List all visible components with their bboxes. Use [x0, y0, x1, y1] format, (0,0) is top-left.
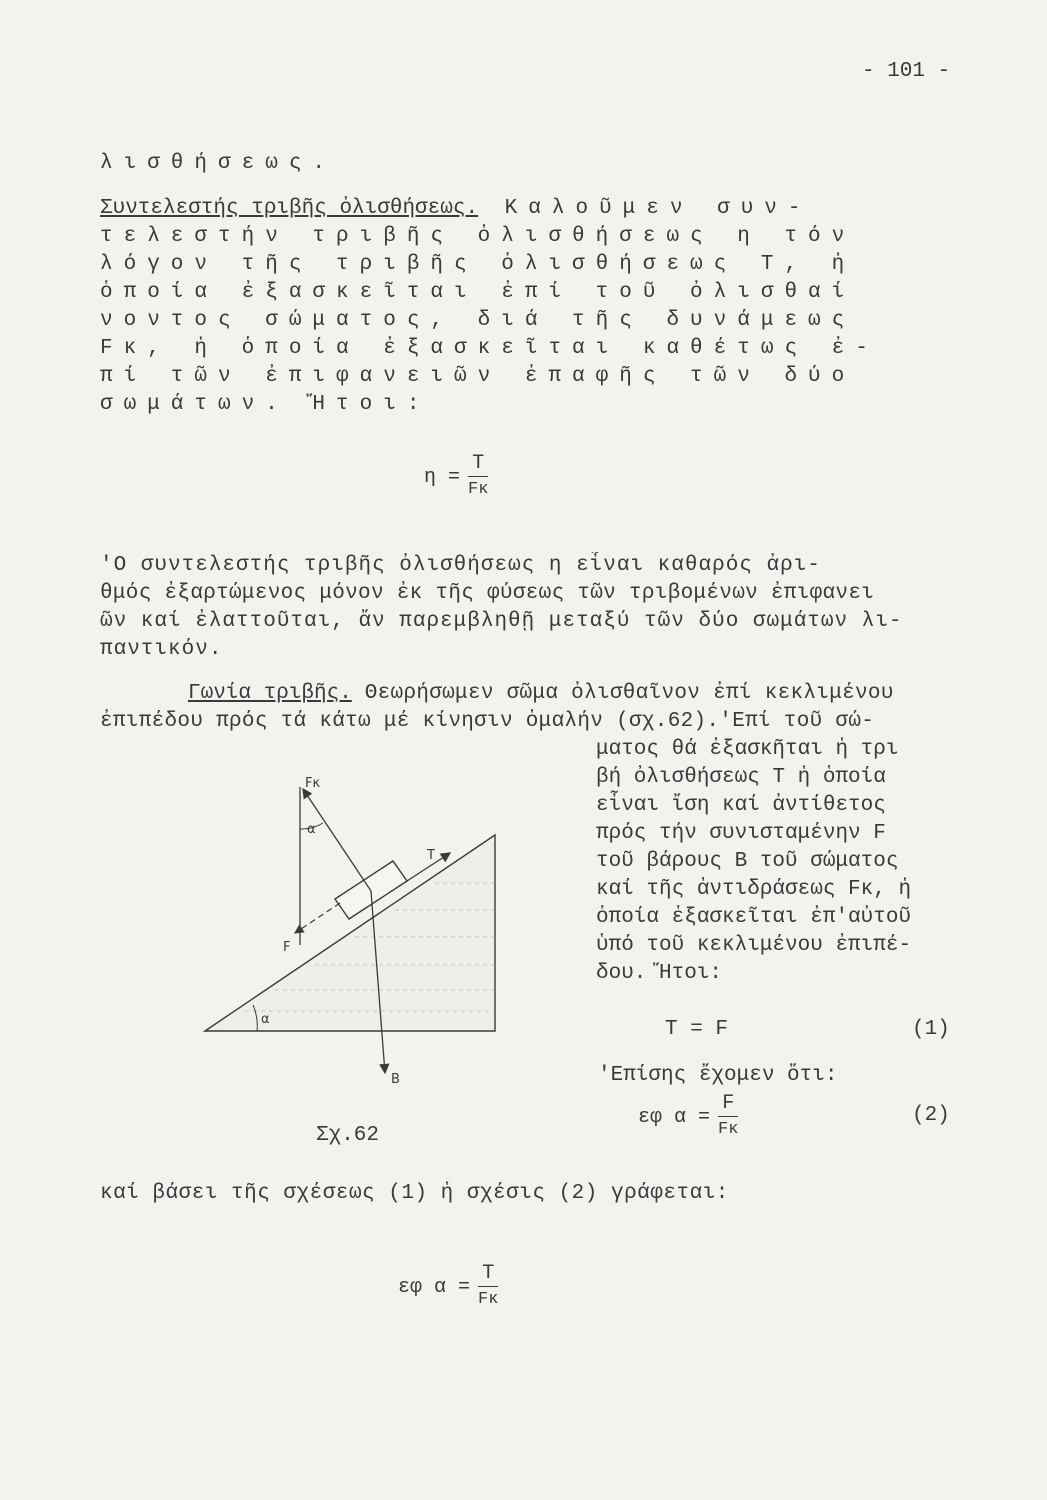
text-line [100, 195, 960, 223]
text-line: Fκ, ἡ ὁποία ἐξασκεῖται καθέτως ἐ- [100, 337, 879, 360]
text-line-right: ματος θά ἐξασκῆται ἡ τρι [596, 738, 899, 761]
text-line: νοντος σώματος, διά τῆς δυνάμεως [100, 309, 856, 332]
force-fk-vector [303, 789, 371, 891]
formula-lhs: εφ α = [638, 1106, 711, 1129]
text-line-right: δου. Ἤτοι: [596, 962, 723, 985]
inclined-plane [205, 835, 495, 1031]
formula-denominator: Fκ [468, 480, 489, 499]
section-heading-friction-coefficient: Συντελεστής τριβῆς ὀλισθήσεως. [100, 197, 479, 220]
text-line-right: καί τῆς ἀντιδράσεως Fκ, ἡ [596, 878, 912, 901]
text-line: καί βάσει τῆς σχέσεως (1) ἡ σχέσις (2) γράφεται: [100, 1182, 729, 1205]
equation-two [638, 1092, 738, 1143]
text-line-right: εἶναι ἴση καί ἀντίθετος [596, 794, 886, 817]
text-line: τελεστήν τριβῆς ὀλισθήσεως η τόν [100, 225, 856, 248]
section-heading-friction-angle: Γωνία τριβῆς. [188, 682, 352, 705]
text-line: ὁποία ἐξασκεῖται ἐπί τοῦ ὀλισθαί [100, 281, 856, 304]
text-line: λισθήσεως. [100, 152, 337, 175]
formula-numerator: T [468, 452, 488, 477]
text-line-right: ὁποία ἐξασκεῖται ἐπ'αὐτοῦ [596, 906, 912, 929]
text-line: πί τῶν ἐπιφανειῶν ἐπαφῆς τῶν δύο [100, 365, 856, 388]
text-line-right: ὑπό τοῦ κεκλιμένου ἐπιπέ- [596, 934, 912, 957]
formula-lhs: εφ α = [398, 1276, 471, 1299]
heading-continuation: Θεωρήσωμεν σῶμα ὀλισθαῖνον ἐπί κεκλιμένου [364, 682, 894, 705]
text-line-right: βή ὀλισθήσεως T ἡ ὁποία [596, 766, 886, 789]
inclined-plane-figure [195, 765, 525, 1105]
text-line: ῶν καί ἐλαττοῦται, ἄν παρεμβληθῇ μεταξύ τῶν δύο σωμάτων λι- [100, 610, 903, 633]
text-line: λόγον τῆς τριβῆς ὀλισθήσεως T, ἡ [100, 253, 856, 276]
text-line: 'Ο συντελεστής τριβῆς ὀλισθήσεως η εἶναι καθαρός ἀρι- [100, 554, 821, 577]
text-line: παντικόν. [100, 638, 223, 661]
page-number: - 101 - [862, 60, 951, 83]
text-line: ἐπιπέδου πρός τά κάτω μέ κίνησιν ὁμαλήν (σχ.62).'Επί τοῦ σώ- [100, 710, 875, 733]
equation-one: T = F [665, 1018, 729, 1041]
formula-lhs: η = [424, 466, 461, 489]
label-f: F [283, 940, 291, 955]
heading-continuation: Καλοῦμεν συν- [504, 197, 812, 220]
figure-caption: Σχ.62 [316, 1124, 380, 1147]
formula-denominator: Fκ [478, 1290, 499, 1309]
equation-one-number: (1) [912, 1018, 950, 1041]
text-line: σωμάτων. Ἤτοι: [100, 393, 431, 416]
text-line: θμός ἐξαρτώμενος μόνον ἐκ τῆς φύσεως τῶν τριβομένων ἐπιφανει [100, 582, 875, 605]
formula-numerator: T [478, 1262, 498, 1287]
force-f-dashed [295, 903, 340, 933]
label-alpha-base: α [261, 1012, 270, 1027]
label-alpha-top: α [307, 822, 316, 837]
text-line [100, 680, 960, 708]
text-line-right: πρός τήν συνισταμένην F [596, 822, 886, 845]
label-t: T [427, 848, 435, 863]
formula-denominator: Fκ [718, 1120, 739, 1139]
label-fk: Fκ [305, 776, 321, 791]
also-text: 'Επίσης ἔχομεν ὅτι: [598, 1064, 838, 1087]
text-line-right: τοῦ βάρους B τοῦ σώματος [596, 850, 899, 873]
label-b: B [391, 1072, 400, 1087]
formula-numerator: F [718, 1092, 738, 1117]
formula-eta [424, 452, 488, 503]
formula-final [398, 1262, 498, 1313]
equation-two-number: (2) [912, 1104, 950, 1127]
